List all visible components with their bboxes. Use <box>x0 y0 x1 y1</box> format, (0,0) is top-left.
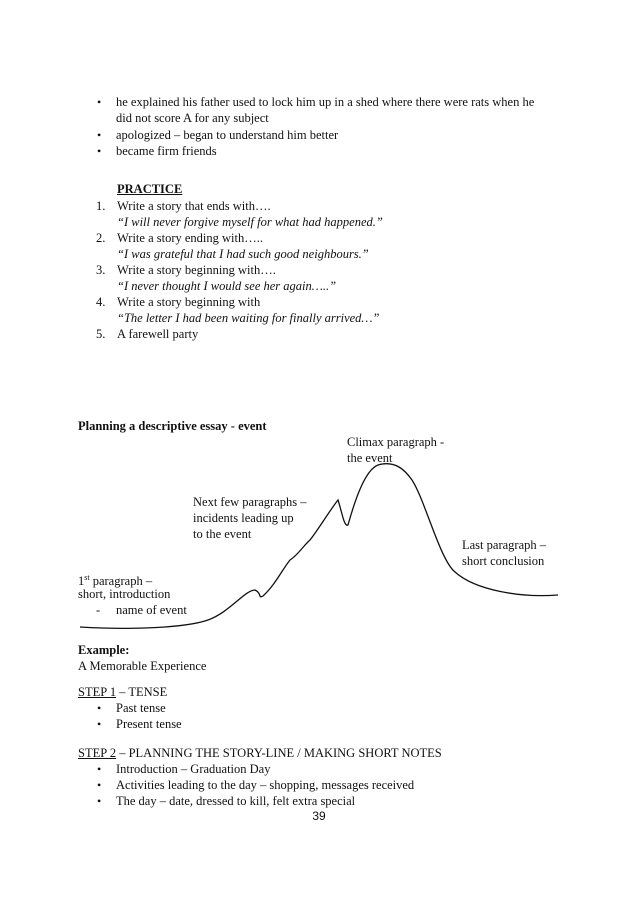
first-paragraph-label: 1st paragraph – <box>78 573 153 589</box>
next-paragraphs-label: incidents leading up <box>193 511 294 525</box>
next-paragraphs-label: to the event <box>193 527 252 541</box>
bullet-item: • Present tense <box>116 716 182 732</box>
climax-label: the event <box>347 451 393 465</box>
next-paragraphs-label: Next few paragraphs – <box>193 495 307 509</box>
practice-number: 3. <box>96 263 106 277</box>
practice-item: Write a story ending with….. <box>117 231 263 245</box>
example-title: A Memorable Experience <box>78 659 207 673</box>
bullet-item: • Activities leading to the day – shopping, messages received <box>116 777 414 793</box>
climax-label: Climax paragraph - <box>347 435 445 449</box>
step2-heading: STEP 2 – PLANNING THE STORY-LINE / MAKING SHORT NOTES <box>78 746 442 760</box>
page-number: 39 <box>312 809 326 823</box>
practice-quote: “I will never forgive myself for what had happened.” <box>117 215 383 229</box>
practice-number: 4. <box>96 295 106 309</box>
practice-quote: “The letter I had been waiting for finally arrived…” <box>117 311 380 325</box>
last-paragraph-label: Last paragraph – <box>462 538 546 552</box>
practice-number: 5. <box>96 327 106 341</box>
practice-item: Write a story that ends with…. <box>117 199 271 213</box>
first-paragraph-dash: - <box>96 603 101 617</box>
bullet-item: • The day – date, dressed to kill, felt extra special <box>116 793 355 809</box>
practice-heading: PRACTICE <box>117 182 183 196</box>
diagram-title: Planning a descriptive essay - event <box>78 419 267 433</box>
practice-item: Write a story beginning with <box>117 295 261 309</box>
last-paragraph-label: short conclusion <box>462 554 545 568</box>
bullet-item: • apologized – began to understand him better <box>116 127 338 143</box>
example-label: Example: <box>78 643 130 657</box>
practice-item: A farewell party <box>117 327 199 341</box>
first-paragraph-label: name of event <box>116 603 187 617</box>
bullet-item-continuation: did not score A for any subject <box>116 111 269 125</box>
practice-quote: “I never thought I would see her again…..” <box>117 279 337 293</box>
practice-number: 1. <box>96 199 106 213</box>
practice-item: Write a story beginning with…. <box>117 263 276 277</box>
bullet-item: • Past tense <box>116 700 166 716</box>
bullet-item: • he explained his father used to lock him up in a shed where there were rats when he <box>116 94 534 110</box>
step1-heading: STEP 1 – TENSE <box>78 685 168 699</box>
bullet-item: • Introduction – Graduation Day <box>116 761 270 777</box>
practice-quote: “I was grateful that I had such good neighbours.” <box>117 247 369 261</box>
practice-number: 2. <box>96 231 106 245</box>
first-paragraph-label: short, introduction <box>78 587 171 601</box>
bullet-item: • became firm friends <box>116 143 217 159</box>
